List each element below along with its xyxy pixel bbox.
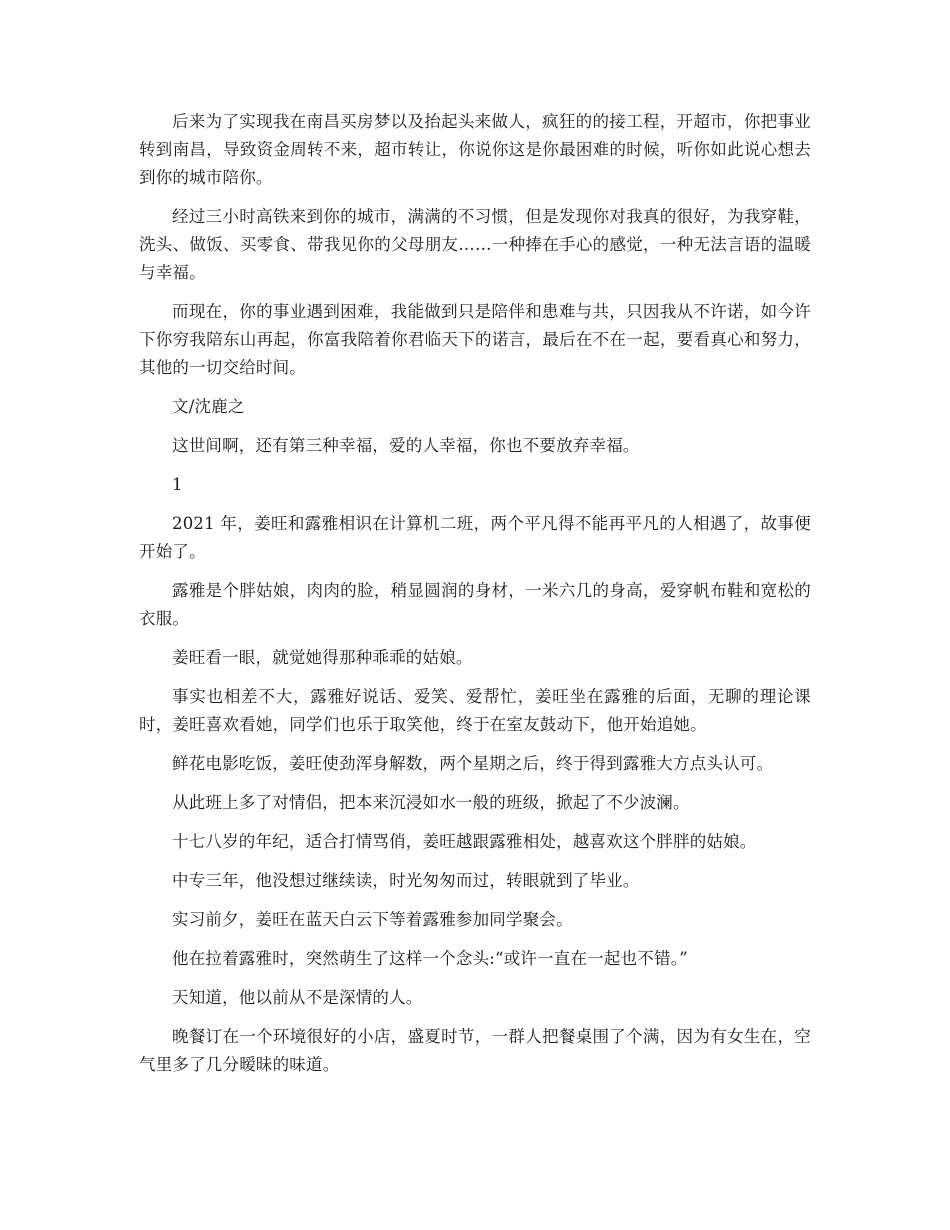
paragraph: 姜旺看一眼，就觉她得那种乖乖的姑娘。 [172, 648, 473, 667]
paragraph: 2021 年，姜旺和露雅相识在计算机二班，两个平凡得不能再平凡的人相遇了，故事便开始了。 [139, 514, 811, 561]
paragraph: 鲜花电影吃饭，姜旺使劲浑身解数，两个星期之后，终于得到露雅大方点头认可。 [172, 754, 774, 773]
section-number: 1 [172, 475, 183, 494]
paragraph: 天知道，他以前从不是深情的人。 [172, 988, 423, 1007]
paragraph: 事实也相差不大，露雅好说话、爱笑、爱帮忙，姜旺坐在露雅的后面，无聊的理论课时，姜旺喜欢看她，同学们也乐于取笑他，终于在室友鼓动下，他开始追她。 [139, 687, 811, 734]
paragraph: 十七八岁的年纪，适合打情骂俏，姜旺越跟露雅相处，越喜欢这个胖胖的姑娘。 [172, 832, 757, 851]
paragraph: 而现在，你的事业遇到困难，我能做到只是陪伴和患难与共，只因我从不许诺，如今许下你穷我陪东山再起，你富我陪着你君临天下的诺言，最后在不在一起，要看真心和努力，其他的一切交给时间。 [139, 302, 811, 377]
document-body [139, 108, 811, 1090]
author-line: 文/沈鹿之 [172, 397, 245, 416]
paragraph: 经过三小时高铁来到你的城市，满满的不习惯，但是发现你对我真的很好，为我穿鞋，洗头、做饭、买零食、带我见你的父母朋友……一种捧在手心的感觉，一种无法言语的温暖与幸福。 [139, 207, 811, 282]
paragraph: 晚餐订在一个环境很好的小店，盛夏时节，一群人把餐桌围了个满，因为有女生在，空气里多了几分暧昧的味道。 [139, 1027, 811, 1074]
paragraph: 中专三年，他没想过继续读，时光匆匆而过，转眼就到了毕业。 [172, 871, 640, 890]
paragraph: 露雅是个胖姑娘，肉肉的脸，稍显圆润的身材，一米六几的身高，爱穿帆布鞋和宽松的衣服。 [139, 581, 811, 628]
paragraph: 他在拉着露雅时，突然萌生了这样一个念头:“或许一直在一起也不错。” [172, 949, 688, 968]
paragraph: 实习前夕，姜旺在蓝天白云下等着露雅参加同学聚会。 [172, 910, 573, 929]
paragraph: 从此班上多了对情侣，把本来沉浸如水一般的班级，掀起了不少波澜。 [172, 793, 690, 812]
paragraph: 后来为了实现我在南昌买房梦以及抬起头来做人，疯狂的的接工程，开超市，你把事业转到南昌，导致资金周转不来，超市转让，你说你这是你最困难的时候，听你如此说心想去到你的城市陪你。 [139, 112, 811, 187]
paragraph: 这世间啊，还有第三种幸福，爱的人幸福，你也不要放弃幸福。 [172, 436, 640, 455]
